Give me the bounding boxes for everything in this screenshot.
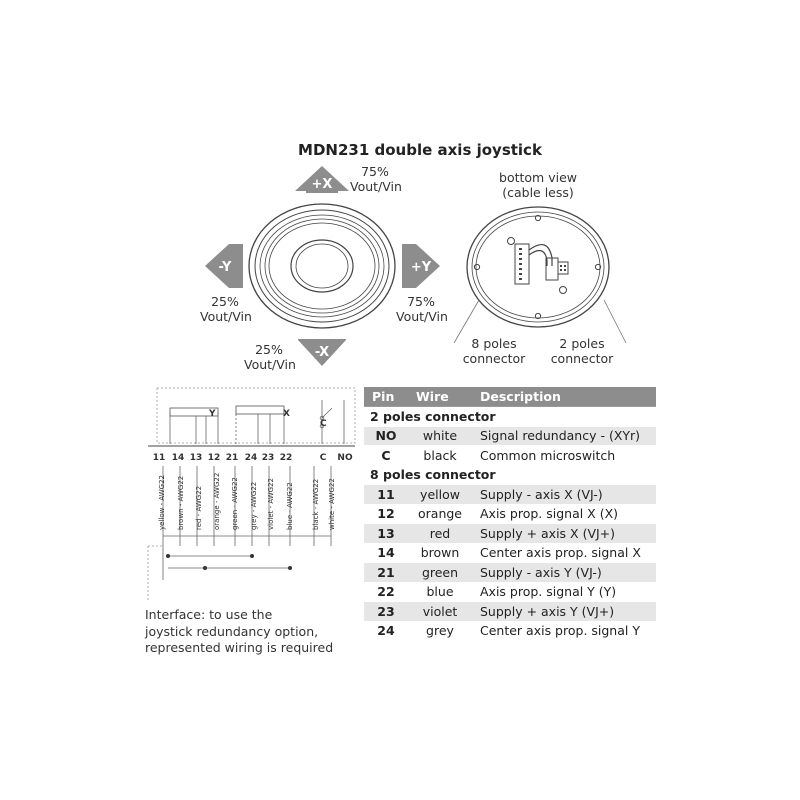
arrow-minus-y-label: -Y	[218, 260, 232, 275]
pin-label: 12	[207, 453, 221, 463]
row-pin: 11	[364, 485, 408, 505]
pin-label: 14	[171, 453, 185, 463]
wire-label: brown - AWG22	[177, 475, 185, 530]
row-pin: 22	[364, 582, 408, 602]
row-wire: grey	[408, 621, 472, 641]
interface-note: Interface: to use the joystick redundancy option, represented wiring is required	[145, 607, 334, 655]
section-title: 8 poles connector	[364, 465, 656, 485]
wire-label: black - AWG22	[312, 478, 320, 530]
table-row	[364, 426, 656, 446]
row-desc: Common microswitch	[472, 446, 656, 466]
connector-2-label: 2 poles connector	[550, 336, 614, 366]
wire-label: yellow - AWG22	[158, 475, 166, 530]
bottom-view-caption: bottom view (cable less)	[499, 170, 577, 200]
section-row	[364, 465, 656, 485]
row-desc: Supply + axis Y (VJ+)	[472, 602, 656, 622]
joystick-bottom-view	[467, 207, 609, 327]
wire-label: blue - AWG22	[286, 482, 294, 530]
row-wire: blue	[408, 582, 472, 602]
row-desc: Supply - axis X (VJ-)	[472, 485, 656, 505]
row-pin: 13	[364, 524, 408, 544]
wire-label: red - AWG22	[195, 485, 203, 530]
table-row	[364, 446, 656, 466]
arrow-plus-y-label: +Y	[410, 260, 432, 275]
header-pin: Pin	[364, 387, 408, 407]
row-wire: green	[408, 563, 472, 583]
wire-label: white - AWG22	[328, 478, 336, 530]
pin-table	[364, 387, 656, 641]
pin-label: 23	[261, 453, 275, 463]
table-row	[364, 504, 656, 524]
row-wire: orange	[408, 504, 472, 524]
pin-label: C	[319, 453, 327, 463]
pin-label: NO	[337, 453, 353, 463]
header-wire: Wire	[408, 387, 472, 407]
row-desc: Supply + axis X (VJ+)	[472, 524, 656, 544]
row-desc: Supply - axis Y (VJ-)	[472, 563, 656, 583]
pot-x-label: X	[283, 409, 290, 419]
section-row	[364, 407, 656, 427]
row-wire: brown	[408, 543, 472, 563]
row-pin: 14	[364, 543, 408, 563]
table-header-row	[364, 387, 656, 407]
row-desc: Center axis prop. signal Y	[472, 621, 656, 641]
pin-label: 21	[225, 453, 239, 463]
minus-y-voltage-label: 25% Vout/Vin	[200, 294, 252, 324]
row-pin: 21	[364, 563, 408, 583]
plus-x-voltage-label: 75% Vout/Vin	[350, 164, 402, 194]
row-wire: white	[408, 426, 472, 446]
minus-x-voltage-label: 25% Vout/Vin	[244, 342, 296, 372]
connector-8-label: 8 poles connector	[462, 336, 526, 366]
wire-label: green - AWG22	[231, 477, 239, 530]
table-row	[364, 602, 656, 622]
table-row	[364, 524, 656, 544]
row-desc: Signal redundancy - (XYr)	[472, 426, 656, 446]
pin-label: 24	[244, 453, 258, 463]
header-description: Description	[472, 387, 656, 407]
row-pin: NO	[364, 426, 408, 446]
section-title: 2 poles connector	[364, 407, 656, 427]
row-pin: 23	[364, 602, 408, 622]
plus-y-voltage-label: 75% Vout/Vin	[396, 294, 448, 324]
row-desc: Axis prop. signal Y (Y)	[472, 582, 656, 602]
wire-label: grey - AWG22	[250, 481, 258, 530]
pot-y-label: Y	[209, 409, 216, 419]
pin-label: 11	[152, 453, 166, 463]
joystick-top-view	[249, 204, 395, 328]
pin-label: 13	[189, 453, 203, 463]
row-wire: yellow	[408, 485, 472, 505]
switch-c-label: C	[320, 419, 327, 429]
row-desc: Axis prop. signal X (X)	[472, 504, 656, 524]
arrow-minus-x-label: -X	[314, 345, 330, 360]
row-pin: 12	[364, 504, 408, 524]
diagram-title: MDN231 double axis joystick	[298, 141, 542, 159]
wire-label: orange - AWG22	[213, 472, 221, 530]
pin-label: 22	[279, 453, 293, 463]
wiring-schematic	[0, 380, 360, 610]
row-desc: Center axis prop. signal X	[472, 543, 656, 563]
row-wire: violet	[408, 602, 472, 622]
table-row	[364, 621, 656, 641]
table-row	[364, 543, 656, 563]
row-pin: C	[364, 446, 408, 466]
arrow-plus-x-label: +X	[311, 177, 333, 192]
wire-label: violet - AWG22	[267, 477, 275, 530]
table-row	[364, 582, 656, 602]
row-wire: red	[408, 524, 472, 544]
row-wire: black	[408, 446, 472, 466]
table-row	[364, 485, 656, 505]
table-row	[364, 563, 656, 583]
row-pin: 24	[364, 621, 408, 641]
